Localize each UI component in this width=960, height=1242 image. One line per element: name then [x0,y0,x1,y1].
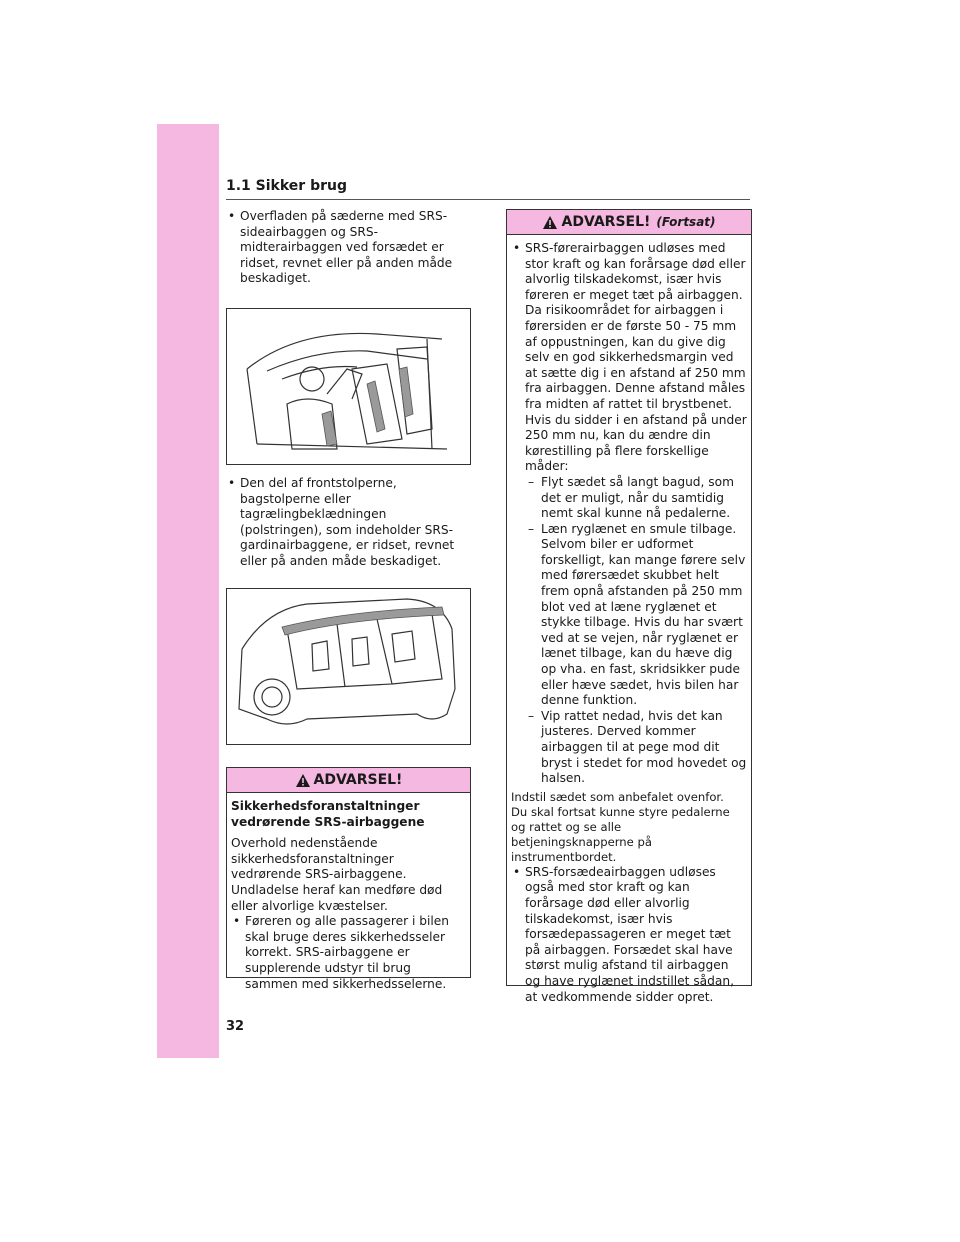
continued-label: (Fortsat) [656,215,716,229]
warning-header-continued [507,210,751,235]
seat-airbag-illustration [227,309,470,464]
curtain-airbag-illustration [227,589,470,744]
warning-triangle-icon [295,773,311,788]
warning-intro: Overhold nedenstående sikkerhedsforanstaltninger vedrørende SRS-airbaggene. Undladelse heraf kan medføre død eller alvorlige kvæstelser. [231,836,443,913]
page-number: 32 [226,1019,245,1034]
section-divider [226,199,750,200]
warning-title: ADVARSEL! [313,772,403,788]
side-tab [157,124,219,1058]
note-adjust-seat: Indstil sædet som anbefalet ovenfor. [511,789,724,804]
left-bullet-1-block [226,209,470,287]
dash-recline: – Læn ryglænet en smule tilbage. Selvom biler er udformet forskelligt, kan mange førere selv med førersædet skubbet helt frem opnå afstanden på 250 mm blot ved at læne ryglænet et stykke tilbage. Hvis du har svært ved at se vejen, når ryglænet er lænet tilbage, kan du hæve dig op vha. en fast, skridsikker pude eller hæve sædet, hvis bilen har denne funktion. [511,522,747,709]
section-title: 1.1 Sikker brug [226,178,347,194]
left-bullet-2-block [226,476,470,570]
note-controls: Du skal fortsat kunne styre pedalerne og rattet og se alle betjeningsknapperne på instrumentbordet. [511,804,730,864]
warning-triangle-icon [542,215,558,230]
warning-box-airbag-precautions [226,767,471,991]
bullet-seatbelts: • Føreren og alle passagerer i bilen skal bruge deres sikkerhedsseler korrekt. SRS-airbaggene er supplerende udstyr til brug sammen med sikkerhedsselerne. [231,914,466,992]
warning-header [227,768,470,793]
bullet-pillars: • Den del af frontstolperne, bagstolperne eller tagrælingbeklædningen (polstringen), som indeholder SRS-gardinairbaggene, er ridset, revnet eller på anden måde beskadiget. [226,476,470,570]
dash-move-seat: – Flyt sædet så langt bagud, som det er muligt, når du samtidig nemt skal kunne nå pedalerne. [511,475,747,522]
bullet-passenger-airbag: • SRS-forsædeairbaggen udløses også med stor kraft og kan forårsage død eller alvorlig tilskadekomst, især hvis forsædepassageren er meget tæt på airbaggen. Forsædet skal have størst mulig afstand til airbaggen og have ryglænet indstillet sådan, at vedkommende sidder opret. [511,865,747,1005]
bullet-driver-airbag: • SRS-førerairbaggen udløses med stor kraft og kan forårsage død eller alvorlig tilskadekomst, især hvis føreren er meget tæt på airbaggen. Da risikoområdet for airbaggen i førersiden er de første 50 - 75 mm af oppustningen, kan du give dig selv en god sikkerhedsmargin ved at sætte dig i en afstand af 250 mm fra airbaggen. Denne afstand måles fra midten af rattet til brystbenet. Hvis du sidder i en afstand på under 250 mm nu, kan du ændre din kørestilling på flere forskellige måder: [511,241,747,475]
warning-body-continued [507,235,751,1005]
warning-subtitle: Sikkerhedsforanstaltninger vedrørende SRS-airbaggene [231,799,425,829]
bullet-seat-surface: • Overfladen på sæderne med SRS-sideairbaggen og SRS-midterairbaggen ved forsædet er ridset, revnet eller på anden måde beskadiget. [226,209,470,287]
dash-tilt-wheel: – Vip rattet nedad, hvis det kan justeres. Derved kommer airbaggen til at pege mod dit bryst i stedet for mod hovedet og halsen. [511,709,747,787]
warning-body [227,793,470,992]
warning-box-continued [506,209,752,1004]
warning-title: ADVARSEL! [561,214,651,230]
figure-seat-airbags [226,308,471,465]
figure-curtain-airbags [226,588,471,745]
